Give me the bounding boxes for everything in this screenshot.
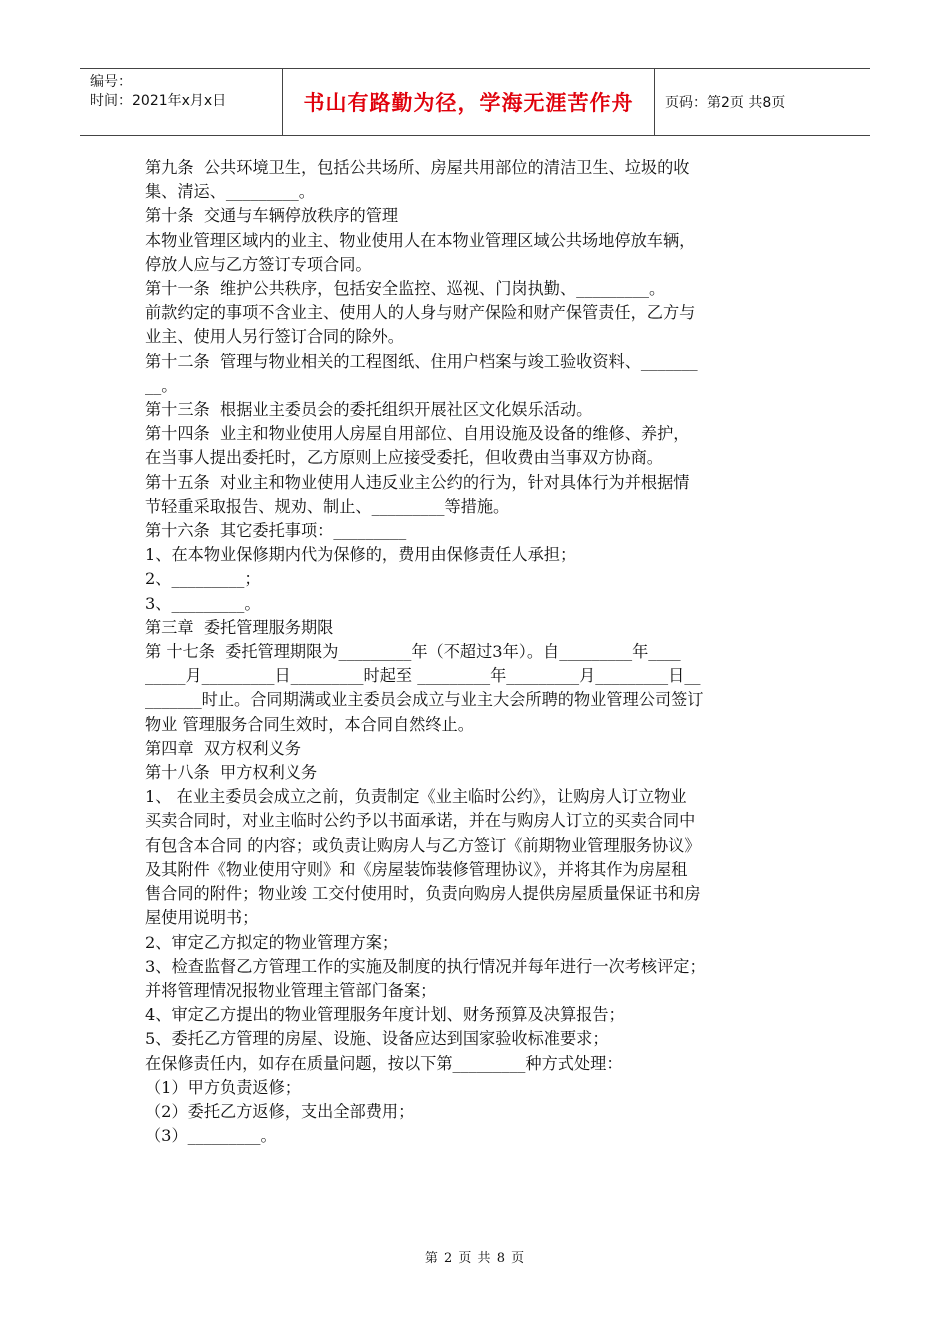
paragraph-line: 第十二条 管理与物业相关的工程图纸、住用户档案与竣工验收资料、_______	[145, 351, 698, 371]
paragraph-line: 售合同的附件；物业竣 工交付使用时，负责向购房人提供房屋质量保证书和房	[145, 884, 701, 904]
paragraph-line: 业主、使用人另行签订合同的除外。	[145, 327, 404, 347]
date-label: 时间：2021年x月x日	[90, 93, 227, 109]
paragraph-line: 及其附件《物业使用守则》和《房屋装饰装修管理协议》，并将其作为房屋租	[145, 859, 688, 879]
page-footer	[0, 1247, 950, 1266]
header-motto-cell	[283, 69, 655, 135]
paragraph-line: 物业 管理服务合同生效时，本合同自然终止。	[145, 714, 474, 734]
paragraph-line: 2、审定乙方拟定的物业管理方案；	[145, 932, 399, 952]
footer-page-number: 第 2 页 共 8 页	[424, 1251, 526, 1266]
paragraph-line: 有包含本合同 的内容；或负责让购房人与乙方签订《前期物业管理服务协议》	[145, 835, 701, 855]
paragraph-line: 第十八条 甲方权利义务	[145, 763, 318, 783]
paragraph-line: 第九条 公共环境卫生，包括公共场所、房屋共用部位的清洁卫生、垃圾的收	[145, 158, 690, 177]
paragraph-line: _______时止。合同期满或业主委员会成立与业主大会所聘的物业管理公司签订	[145, 690, 704, 710]
paragraph-line: 节轻重采取报告、规劝、制止、_________等措施。	[145, 496, 510, 516]
paragraph-line: 2、_________；	[145, 569, 261, 589]
paragraph-line: _____月_________日_________时起至 _________年_________月_________日__	[145, 666, 701, 686]
paragraph-line: 前款约定的事项不含业主、使用人的人身与财产保险和财产保管责任，乙方与	[145, 303, 696, 323]
paragraph-line: 3、检查监督乙方管理工作的实施及制度的执行情况并每年进行一次考核评定；	[145, 956, 706, 976]
paragraph-line: 第四章 双方权利义务	[145, 738, 301, 758]
paragraph-line: 买卖合同时，对业主临时公约予以书面承诺，并在与购房人订立的买卖合同中	[145, 811, 696, 831]
paragraph-line: 第十三条 根据业主委员会的委托组织开展社区文化娱乐活动。	[145, 400, 593, 420]
paragraph-line: 第 十七条 委托管理期限为_________年（不超过3年）。自_________年____	[145, 642, 681, 662]
paragraph-line: 1、 在业主委员会成立之前，负责制定《业主临时公约》，让购房人订立物业	[145, 787, 687, 807]
paragraph-line: 停放人应与乙方签订专项合同。	[145, 254, 372, 274]
document-body	[145, 156, 810, 1148]
header-motto: 书山有路勤为径，学海无涯苦作舟	[303, 91, 634, 115]
paragraph-line: 在保修责任内，如存在质量问题，按以下第_________种方式处理：	[145, 1053, 623, 1073]
paragraph-line: 在当事人提出委托时，乙方原则上应接受委托，但收费由当事双方协商。	[145, 448, 663, 468]
paragraph-line: __。	[145, 375, 178, 395]
header-page-info: 页码：第2页 共8页	[665, 95, 786, 111]
paragraph-line: （2）委托乙方返修，支出全部费用；	[145, 1101, 415, 1121]
paragraph-line: 并将管理情况报物业管理主管部门备案；	[145, 980, 437, 1000]
paragraph-line: 1、在本物业保修期内代为保修的，费用由保修责任人承担；	[145, 545, 577, 565]
paragraph-line: 本物业管理区域内的业主、物业使用人在本物业管理区域公共场地停放车辆，	[145, 230, 696, 250]
paragraph-line: （3）_________。	[145, 1126, 277, 1146]
paragraph-line: 集、清运、_________。	[145, 182, 315, 202]
page-header	[80, 68, 870, 136]
paragraph-line: 第十条 交通与车辆停放秩序的管理	[145, 206, 399, 226]
paragraph-line: 4、审定乙方提出的物业管理服务年度计划、财务预算及决算报告；	[145, 1005, 625, 1025]
paragraph-line: （1）甲方负责返修；	[145, 1077, 301, 1097]
paragraph-line: 第十一条 维护公共秩序，包括安全监控、巡视、门岗执勤、_________。	[145, 279, 666, 299]
paragraph-line: 第三章 委托管理服务期限	[145, 617, 334, 637]
paragraph-line: 屋使用说明书；	[145, 908, 259, 928]
paragraph-line: 第十四条 业主和物业使用人房屋自用部位、自用设施及设备的维修、养护，	[145, 424, 690, 444]
paragraph-line: 5、委托乙方管理的房屋、设施、设备应达到国家验收标准要求；	[145, 1029, 609, 1049]
paragraph-line: 3、_________。	[145, 593, 261, 613]
header-meta	[80, 69, 283, 135]
paragraph-line: 第十六条 其它委托事项：_________	[145, 521, 407, 541]
header-page-info-cell	[655, 69, 870, 135]
number-label: 编号：	[90, 74, 132, 90]
paragraph-line: 第十五条 对业主和物业使用人违反业主公约的行为，针对具体行为并根据情	[145, 472, 690, 492]
